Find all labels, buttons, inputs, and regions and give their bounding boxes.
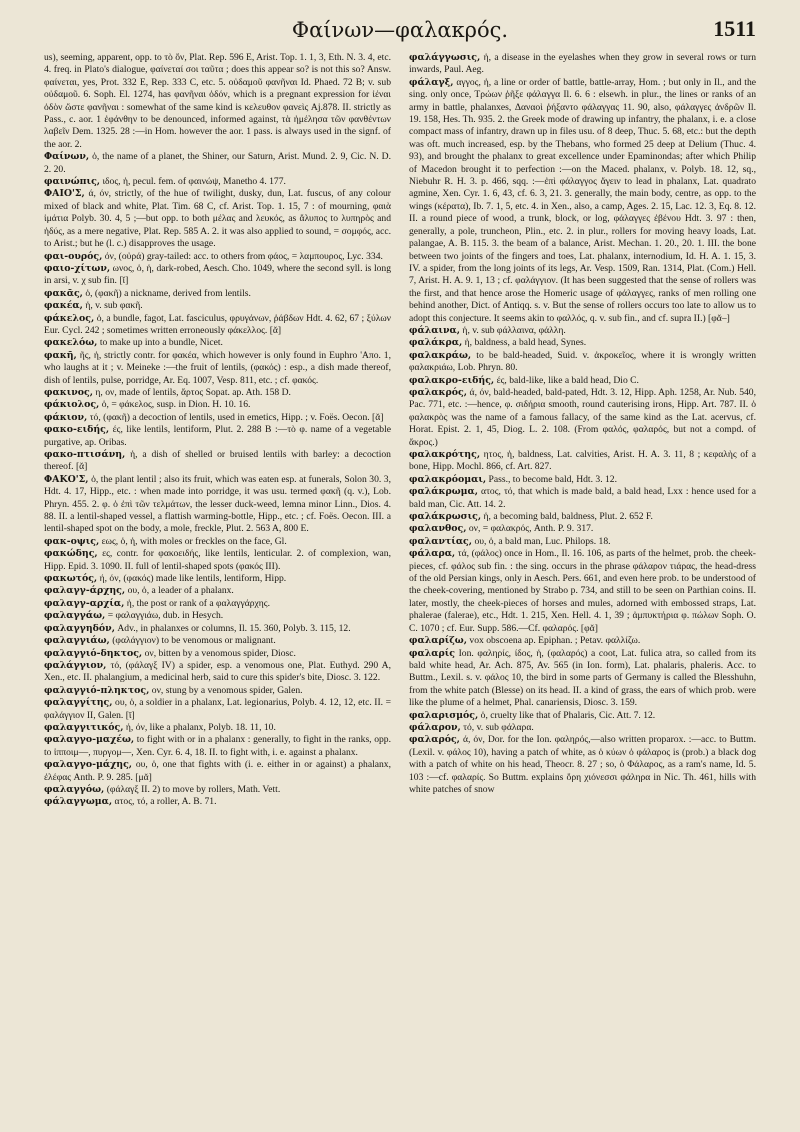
dictionary-entry [409,548,756,635]
page-header [44,12,756,52]
entry-headword: φαλακράω, [409,349,472,361]
entry-headword: φακελόω, [44,337,98,349]
entry-definition: ωνος, ὁ, ἡ, dark-robed, Aesch. Cho. 1049, where the second syll. is long in arsi, v. χ sub fin. [ῐ] [44,262,391,287]
dictionary-entry [409,375,756,387]
entry-definition: ατος, τό, a roller, A. B. 71. [114,796,217,808]
dictionary-entry [44,449,391,474]
dictionary-entry [409,474,756,486]
entry-headword: φαιο-χίτων, [44,262,111,274]
dictionary-entry [44,424,391,449]
dictionary-entry [44,313,391,338]
entry-definition: ἡ, a becoming bald, baldness, Plut. 2. 652 F. [483,511,653,523]
dictionary-entry [409,523,756,535]
entry-headword: φακᾶς, [44,287,83,299]
entry-definition: ἡ, the post or rank of a φαλαγγάρχης. [126,597,271,609]
entry-headword: φαλακρός, [409,386,467,398]
entry-definition: ἡ, baldness, a bald head, Synes. [464,337,587,349]
entry-definition: ου, ὁ, a bald man, Luc. Philops. 18. [474,535,611,547]
dictionary-entry [409,325,756,337]
entry-headword: φακῆ, [44,349,77,361]
entry-definition: ου, ὁ, a leader of a phalanx. [127,585,234,597]
dictionary-entry [409,350,756,375]
entry-definition: τά, (φάλος) once in Hom., Il. 16. 106, as parts of the helmet, prob. the cheek-pieces, cf. φάλος sub fin. : the sing. occurs in the phrase φάλαρον τιάρας, the head-dress of the old Persian kings, only in Aesch. Pers. 661, and even here prob. to be understood of the cheek-covering, mentioned by Strabo p. 734, and still to be seen on Parthian coins. II. later, mostly, the cheek-pieces of horses and mules, adorned with embossed straps, Lat. phalerae (falerae), etc., Hdt. 1. 215, Xen. Hell. 4. 1, 39 ; ἀμπυκτήρια φ. πώλων Soph. O. C. 1070 ; cf. Eur. Supp. 586.—Cf. φαλαρός. [φᾰ] [409,548,756,634]
entry-headword: φακο-ειδής, [44,424,110,436]
entry-definition: τό, v. sub φάλαρα. [463,721,534,733]
entry-headword: φακωτός, [44,573,98,585]
entry-headword: φαλάκρα, [409,337,463,349]
entry-definition: τό, (φάλαγξ IV) a spider, esp. a venomous one, Plat. Euthyd. 290 A, Xen., etc. II. phalangium, a medicinal herb, said to cure this spider's bite, Diosc. 3. 122. [44,659,391,684]
dictionary-entry [44,399,391,411]
entry-definition: ατος, τό, that which is made bald, a bald head, Lxx : hence used for a bald man, Cic. Att. 14. 2. [409,486,756,510]
entry-definition: ου, ὁ, one that fights with (i. e. either in or against) a phalanx, ἐλέφας Anth. P. 9. 285. [μᾰ] [44,759,391,783]
entry-headword: φάκιον, [44,411,88,423]
entry-headword: φαλαγγόω, [44,783,105,795]
dictionary-entry [44,734,391,759]
entry-definition: Pass., to become bald, Hdt. 3. 12. [488,473,617,485]
entry-definition: ἡ, v. sub φάλλαινα, φάλλη. [462,324,566,336]
entry-headword: φαλαγγο-μαχέω, [44,734,135,746]
dictionary-entry [409,635,756,647]
entry-definition: όν, (οὐρά) gray-tailed: acc. to others from φάος, = λαμπουρος, Lyc. 334. [104,250,383,262]
dictionary-entry [44,784,391,796]
entry-definition: to be bald-headed, Suid. v. ἀκροκεῖος, where it is wrongly written φαλακριάω, Lob. Phryn. 80. [409,349,756,374]
dictionary-entry [409,722,756,734]
dictionary-entry [409,511,756,523]
entry-headword: φακινος, [44,386,93,398]
dictionary-entry [44,536,391,548]
entry-headword: ΦΑΙΟ'Σ, [44,188,85,200]
entry-headword: φάλαρον, [409,721,461,733]
entry-definition: ου, ὁ, a soldier in a phalanx, Lat. legionarius, Polyb. 4. 12, 12, etc. II. = φαλάγγιον II, Galen. [ῑ] [44,697,391,721]
entry-headword: φάλαγξ, [409,76,454,88]
dictionary-entry [409,387,756,449]
dictionary-entry [44,387,391,399]
entry-headword: φαλακρο-ειδής, [409,374,495,386]
entry-headword: ΦΑΚΟ'Σ, [44,473,89,485]
dictionary-entry [44,623,391,635]
dictionary-entry [44,573,391,585]
entry-headword: φαινώπις, [44,176,101,188]
dictionary-entry [44,660,391,685]
entry-headword: φαλαγγ-άρχης, [44,585,126,597]
dictionary-entry [44,722,391,734]
dictionary-entry [44,52,391,151]
entry-headword: φακέα, [44,300,83,312]
entry-headword: φακ-οψις, [44,535,100,547]
dictionary-entry [44,263,391,288]
entry-headword: φαλαγγάω, [44,610,106,622]
entry-definition: ἡ, a dish of shelled or bruised lentils with barley: a decoction thereof. [ᾰ] [44,449,391,473]
dictionary-entry [44,350,391,387]
dictionary-entry [409,486,756,511]
dictionary-entry [44,598,391,610]
dictionary-entry [44,251,391,263]
entry-headword: φαλαγγιό-πληκτος, [44,684,150,696]
left-column [44,52,391,1122]
dictionary-entry [409,648,756,710]
entry-definition: ή, όν, like a phalanx, Polyb. 18. 11, 10. [125,721,276,733]
dictionary-entry [44,288,391,300]
entry-headword: φάλαινα, [409,324,461,336]
dictionary-entry [409,77,756,325]
dictionary-entry [44,697,391,722]
dictionary-entry [44,648,391,660]
entry-headword: φαλακρότης, [409,449,481,460]
entry-definition: ὁ, cruelty like that of Phalaris, Cic. Att. 7. 12. [480,709,656,721]
dictionary-entry [44,548,391,573]
entry-definition: = φαλαγγιάω, dub. in Hesych. [107,610,224,622]
running-head: Φαίνων—φαλακρός. [291,18,509,42]
entry-definition: η, ον, made of lentils, ἄρτος Sopat. ap. Ath. 158 D. [95,386,291,398]
dictionary-entry [44,151,391,176]
entry-headword: φαλαγγιτικός, [44,721,124,733]
entry-definition: ές, bald-like, like a bald head, Dio C. [496,374,639,386]
entry-headword: Φαίνων, [44,151,90,163]
entry-definition: vox obscoena ap. Epiphan. ; Petav. φαλλίζω. [469,635,641,647]
entry-definition: ἡ, v. sub φακῆ. [85,300,143,312]
entry-headword: φακο-πτισάνη, [44,449,126,460]
entry-headword: φαλαγγιάω, [44,635,110,647]
entry-definition: ῆς, ἡ, strictly contr. for φακέα, which however is only found in Euphro 'Απο. 1, who laughs at it ; v. Meineke :—the fruit of lentils, (φακός) : esp., a dish made thereof, dish of lentils, pulse, porridge, Ar. Eq. 1007, Vesp. 811, etc. ; cf. φακός. [44,349,391,386]
entry-headword: φαλάκρωμα, [409,486,479,498]
dictionary-entry [44,188,391,250]
entry-headword: φαλάκρωσις, [409,511,482,523]
entry-definition: ες, contr. for φακοειδής, like lentils, lenticular. 2. of complexion, wan, Hipp. Epid. 3. 1090. II. full of lentil-shaped spots (φακός III). [44,548,391,572]
dictionary-entry [409,52,756,77]
entry-headword: φαι-ουρός, [44,250,103,262]
entry-definition: Ion. φαληρίς, ίδος, ἡ, (φαλαρός) a coot, Lat. fulica atra, so called from its bald white head, Ar. Ach. 875, Av. 565 (in Ion. form), Lat. phalaris, phaleris. Acc. to Buttm., Lexil. s. v. φάλος 10, the bird in some parts of Germany is called the Blesshuhn, from the white patch (Blesse) on its head. II. a kind of grass, the ears of which prob. were like the plume of a helmet, Phal. canariensis, Diosc. 3. 159. [409,647,756,709]
entry-definition: to fight with or in a phalanx : generally, to fight in the ranks, opp. to ἱπποιμ—, πυργομ—, Xen. Cyr. 6. 4, 18. II. to fight with, i. e. against a phalanx. [44,734,391,758]
entry-headword: φαλαγγιό-δηκτος, [44,647,143,659]
dictionary-entry [409,337,756,349]
entry-headword: φάλαρα, [409,548,456,560]
entry-headword: φαλάγγιον, [44,659,107,671]
dictionary-entry [44,585,391,597]
entry-definition: ον, = φαλακρός, Anth. P. 9. 317. [468,523,594,535]
dictionary-entry [44,300,391,312]
entry-definition: τό, (φακῆ) a decoction of lentils, used in emetics, Hipp. ; v. Foës. Oecon. [ᾰ] [89,411,384,423]
entry-headword: φαλαρίς [409,647,455,659]
dictionary-entry [44,759,391,784]
entry-definition: εως, ὁ, ἡ, with moles or freckles on the face, Gl. [101,535,287,547]
entry-headword: φάκελος, [44,312,95,324]
entry-definition: ές, like lentils, lentiform, Plut. 2. 288 B :—τὸ φ. name of a vegetable purgative, ap. Oribas. [44,424,391,448]
entry-headword: φαλαρίζω, [409,635,467,647]
right-column [409,52,756,1122]
entry-definition: ἡ, a disease in the eyelashes when they grow in several rows or turn inwards, Paul. Aeg. [409,52,756,76]
dictionary-entry [409,449,756,474]
entry-definition: ὁ, the plant lentil ; also its fruit, which was eaten esp. at funerals, Solon 30. 3, Hdt. 4. 17, Hipp., etc. : when made into porridge, it was usu. termed φακῆ (q. v.), Lob. Phryn. 455. 2. φ. ὁ ἐπὶ τῶν τελμάτων, the lesser duck-weed, lemna minor Linn., Dios. 4. 88. II. a lentil-shaped vessel, a flattish warming-bottle, Hipp., etc. ; cf. Foës. Oecon. III. a lentil-shaped spot on the body, a mole, freckle, Plut. 2. 563 A, 800 E. [44,473,391,535]
entry-definition: αγγος, ἡ, a line or order of battle, battle-array, Hom. ; but only in Il., and the sing. only once, Τρώων ῥῆξε φάλαγγα Il. 6. 6 : elsewh. in plur., the lines or ranks of an army in battle, phalanxes, Δαναοὶ ῥήξαντο φάλαγγας 11. 90, also, φάλαγγες ἀνδρῶν Il. 19. 158, Hes. Th. 935. 2. the Greek mode of drawing up infantry, the phalanx, i. e. a close compact mass of infantry, drawn up in files usu. of 8 deep, Thuc. 5. 68, etc.: but the depth was oft. much increased, esp. by the Thebans, who formed 25 deep at Delium (Thuc. 4. 93), and brought the phalanx to great excellence under Epaminondas; after which Philip of Macedon brought it to perfection :—on the Maced. phalanx, v. Polyb. 18. 12, sq., Niebuhr R. H. 3. p. 466, sqq. :—ἐπὶ φάλαγγος ἄγειν to lead in phalanx, Lat. quadrato agmine, Xen. Cyr. 1. 6, 43, cf. 6. 3, 21. 3. generally, the main body, centre, as opp. to the wings (κέρατα), Ib. 7. 1, 5, etc. 4. in Xen., also, a camp, Ages. 2. 15, Lac. 12. 3, Eq. 8. 12. II. a round piece of wood, a trunk, block, or log, φάλαγγες ἐβένου Hdt. 3. 97 : then, generally, a pole, truncheon, Plin., etc. 2. in plur., rollers for moving heavy loads, Lat. palangae, A. B. 115. 3. the beam of a balance, Arist. Mechan. 1. 20., 20. 1. III. the bone between two joints of the fingers and toes, Lat. phalanx, internodium, Id. H. A. 1. 15, 3. IV. a spider, from the long joints of its legs, Ar. Vesp. 1509, Ran. 1314, Plat. (Com.) Hell. 7, Arist. H. A. 9. 1, 13 ; cf. φαλάγγιον. (It has been suggested that the sense of rollers was the first, and that hence arose the Homeric usage of φάλαγγες, ranks of men rolling one behind another, Dict. of Antiqq. s. v. But the sense of rollers occurs too late to allow us to adopt this conjecture. It seems akin to φαλλός, q. v. sub fin., and cf. supra II.) [φᾰ–] [409,76,756,324]
entry-definition: ὁ, the name of a planet, the Shiner, our Saturn, Arist. Mund. 2. 9, Cic. N. D. 2. 20. [44,151,391,175]
entry-headword: φάκιολος, [44,399,100,411]
dictionary-entry [44,474,391,536]
dictionary-entry [409,734,756,796]
entry-definition: to make up into a bundle, Nicet. [99,337,223,349]
entry-headword: φαλαντίας, [409,535,473,547]
dictionary-entry [44,412,391,424]
entry-headword: φαλαγγο-μάχης, [44,759,133,771]
entry-definition: ὁ, (φακῆ) a nickname, derived from lentils. [85,287,251,299]
entry-definition: us), seeming, apparent, opp. to τὸ ὄν, Plat. Rep. 596 E, Arist. Top. 1. 1, 3, Eth. N. 3. 4, etc. 4. freq. in Plato's dialogue, φαίνεταί σοι ταῦτα ; does this appear so? is not this so? Answ. φαίνεται, yes, Prot. 332 E, Rep. 333 C, etc. 5. οὐδαμοῦ φανῆναι Id. Phaed. 72 B; v. sub οὐδαμοῦ. 6. Soph. El. 1274, has φανῆναι ὁδόν, which is a pregnant expression for ἰέναι ὁδὸν ὥστε φανῆναι : somewhat of the same kind is κελευθον φανεὶς Aj.878. II. strictly as Pass., c. aor. 1 ἐφάνθην to be denounced, informed against, τὰ ἠμέλησα τῶν φανθέντων λαβεῖν Dem. 1325. 28 :—in Hom. however the aor. 1 pass. is always used in the signf. of the aor. 2. [44,52,391,150]
dictionary-entry [44,635,391,647]
dictionary-entry [44,337,391,349]
text-columns [44,52,756,1122]
entry-definition: (φαλάγγιον) to be venomous or malignant. [112,635,276,647]
entry-definition: ά, όν, Dor. for the Ion. φαληρός,—also written proparox. :—acc. to Buttm. (Lexil. v. φάλος 10), having a patch of white, as ὁ κύων ὁ φάλαρος is (prob.) a black dog with a patch of white on his head, Theocr. 8. 27 ; so, ὁ Φάλαρος, as a ram's name, Id. 5. 103 :—cf. φαλαρίς. So Buttm. explains ὄρη χιόνεσσι φάληρα in Nic. Th. 461, hills with white patches of snow [409,734,756,795]
dictionary-entry [44,176,391,188]
entry-headword: φαλαγγηδόν, [44,622,115,634]
entry-headword: φαλακρόομαι, [409,473,487,485]
entry-definition: Adv., in phalanxes or columns, Il. 15. 360, Polyb. 3. 115, 12. [117,622,351,634]
page-number: 1511 [713,16,756,41]
dictionary-entry [44,796,391,808]
entry-definition: (φάλαγξ II. 2) to move by rollers, Math. Vett. [106,783,281,795]
entry-headword: φάλαγγωμα, [44,796,113,808]
entry-definition: ή, όν, (φακός) made like lentils, lentiform, Hipp. [99,573,287,585]
entry-headword: φαλαρός, [409,734,460,746]
dictionary-entry [44,685,391,697]
entry-headword: φαλαγγ-αρχία, [44,597,125,609]
entry-definition: ά, όν, bald-headed, bald-pated, Hdt. 3. 12, Hipp. Aph. 1258, Ar. Nub. 540, Pac. 771, etc. :—hence, φ. σιδήρια smooth, round cauterising irons, Hipp. Art. 787. II. ὁ φαλακρὸς was the name of a famous fallacy, of the same kind as the Lat. acervus, cf. Horat. Epist. 2. 1, 45, Diog. L. 2. 108. (From φαλός, φαλαρός, but not a compd. of ἄκρος.) [409,386,756,448]
entry-headword: φαλαρισμός, [409,709,479,721]
entry-definition: ὁ, a bundle, fagot, Lat. fasciculus, φρυγάνων, ῥάβδων Hdt. 4. 62, 67 ; ξύλων Eur. Cycl. 242 ; sometimes written erroneously φάκελλος. [ᾰ] [44,312,391,336]
dictionary-entry [44,610,391,622]
entry-headword: φακώδης, [44,548,98,560]
entry-headword: φαλάγγωσις, [409,52,481,63]
entry-definition: ητος, ἡ, baldness, Lat. calvities, Arist. H. A. 3. 11, 8 ; κεφαλὴς of a bone, Hipp. Mochl. 866, cf. Art. 827. [409,449,756,473]
dictionary-entry [409,536,756,548]
dictionary-entry [409,710,756,722]
entry-definition: ὁ, = φάκελος, susp. in Dion. H. 10. 16. [101,399,251,411]
entry-headword: φαλαγγίτης, [44,697,113,709]
entry-definition: ά, όν, strictly, of the hue of twilight, dusky, dun, Lat. fuscus, of any colour mixed of black and white, Plat. Tim. 68 C, cf. Arist. Top. 1. 15, 7 : of mourning, φαιὰ ἱμάτια Polyb. 30. 4, 5 ;—but opp. to both μέλας and λευκός, as ἄλυπος to λυπηρὸς and ἡδύς, as a mere negative, Plat. Rep. 585 A. 2. it was also applied to sound, = σομφός, acc. to Arist.; but he (l. c.) disapproves the usage. [44,188,391,250]
entry-definition: ιδος, ἡ, pecul. fem. of φαινώψ, Manetho 4. 177. [102,176,286,188]
entry-definition: ον, bitten by a venomous spider, Diosc. [144,647,296,659]
entry-definition: ον, stung by a venomous spider, Galen. [151,684,303,696]
entry-headword: φαλανθος, [409,523,467,535]
